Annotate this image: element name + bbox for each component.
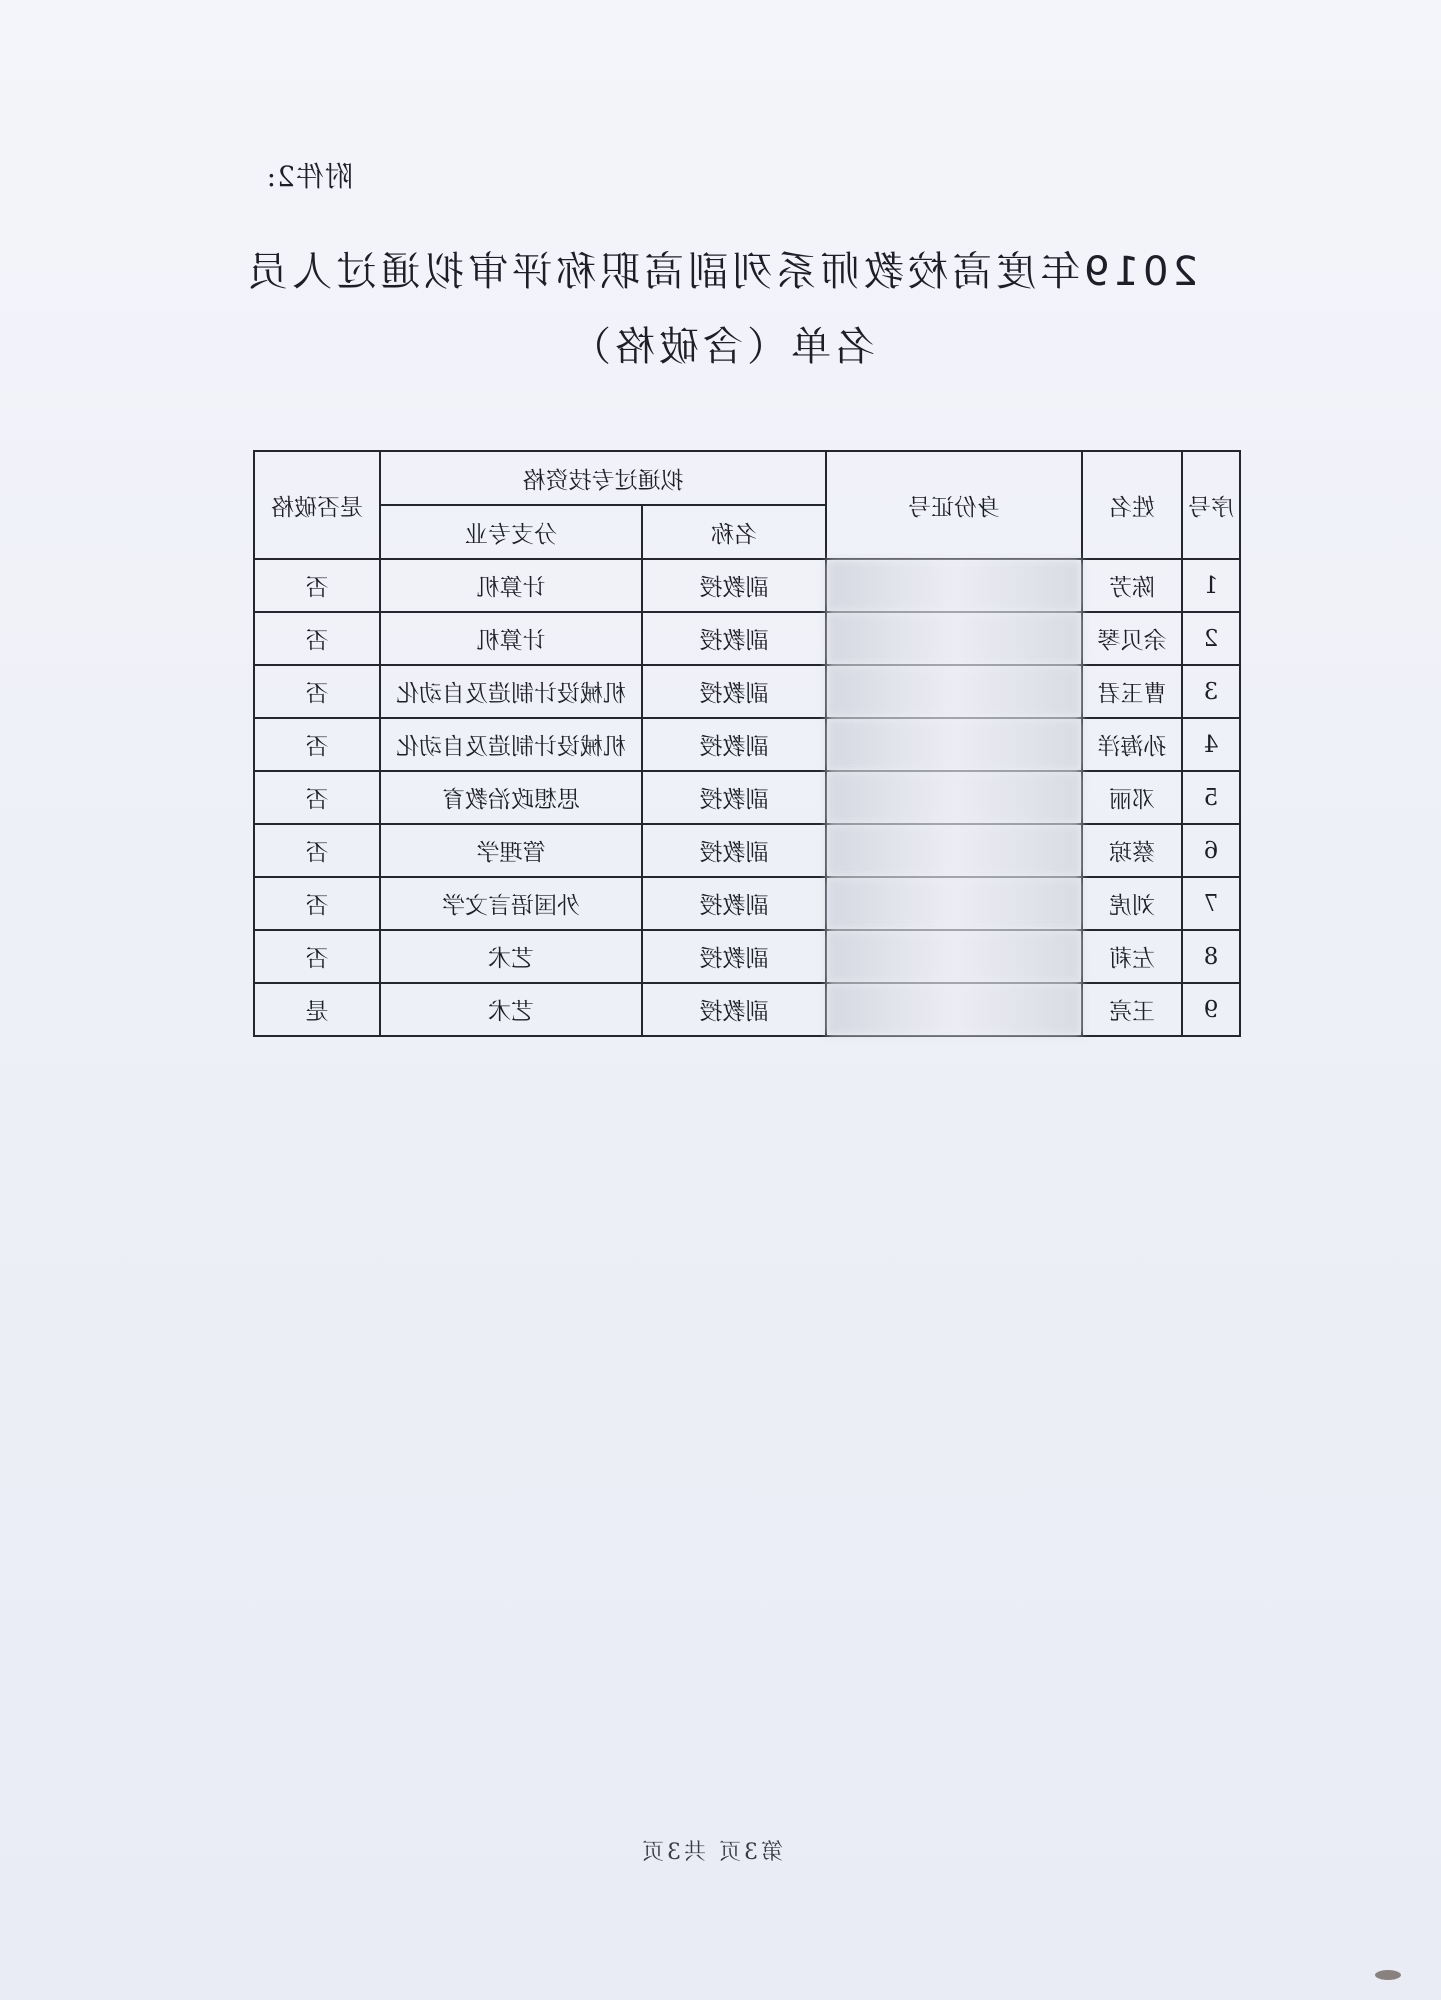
cell-id-number-redacted: [826, 771, 1082, 824]
cell-seq: 9: [1182, 983, 1240, 1036]
cell-name: 蔡琼: [1082, 824, 1182, 877]
cell-id-number-redacted: [826, 877, 1082, 930]
cell-specialty: 外国语言文学: [380, 877, 642, 930]
cell-specialty: 管理学: [380, 824, 642, 877]
cell-name: 余贝琴: [1082, 612, 1182, 665]
cell-id-number-redacted: [826, 559, 1082, 612]
cell-specialty: 艺术: [380, 930, 642, 983]
scan-stain: [1375, 1970, 1401, 1980]
cell-name: 王亮: [1082, 983, 1182, 1036]
cell-exceptional: 否: [254, 877, 380, 930]
cell-exceptional: 否: [254, 930, 380, 983]
cell-seq: 3: [1182, 665, 1240, 718]
candidate-table: [253, 450, 1241, 1037]
page-footer: 第3页 共3页: [639, 1840, 783, 1865]
page-subtitle: 名单（含破格）: [567, 324, 875, 370]
header-seq: 序号: [1182, 451, 1240, 559]
cell-seq: 2: [1182, 612, 1240, 665]
table-header: [254, 451, 1240, 559]
table-row: [254, 771, 1240, 824]
cell-specialty: 计算机: [380, 612, 642, 665]
table-row: [254, 665, 1240, 718]
table-row: [254, 559, 1240, 612]
cell-name: 刘虎: [1082, 877, 1182, 930]
cell-name: 左莉: [1082, 930, 1182, 983]
header-specialty: 分支专业: [380, 505, 642, 559]
table-row: [254, 718, 1240, 771]
cell-name: 陈芳: [1082, 559, 1182, 612]
cell-specialty: 计算机: [380, 559, 642, 612]
cell-specialty: 机械设计制造及自动化: [380, 665, 642, 718]
cell-title-name: 副教授: [642, 771, 826, 824]
cell-specialty: 艺术: [380, 983, 642, 1036]
cell-title-name: 副教授: [642, 718, 826, 771]
header-title-name: 名称: [642, 505, 826, 559]
cell-exceptional: 是: [254, 983, 380, 1036]
table-row: [254, 877, 1240, 930]
table-row: [254, 824, 1240, 877]
cell-name: 曹玉君: [1082, 665, 1182, 718]
cell-id-number-redacted: [826, 718, 1082, 771]
cell-specialty: 思想政治教育: [380, 771, 642, 824]
cell-title-name: 副教授: [642, 665, 826, 718]
header-id-number: 身份证号: [826, 451, 1082, 559]
cell-seq: 5: [1182, 771, 1240, 824]
cell-id-number-redacted: [826, 612, 1082, 665]
cell-title-name: 副教授: [642, 559, 826, 612]
header-qualification-group: 拟通过专技资格: [380, 451, 826, 505]
cell-id-number-redacted: [826, 983, 1082, 1036]
cell-name: 孙海洋: [1082, 718, 1182, 771]
cell-id-number-redacted: [826, 824, 1082, 877]
cell-exceptional: 否: [254, 612, 380, 665]
cell-id-number-redacted: [826, 930, 1082, 983]
table-body: [254, 559, 1240, 1036]
cell-title-name: 副教授: [642, 824, 826, 877]
cell-specialty: 机械设计制造及自动化: [380, 718, 642, 771]
page-title: 2019年度高校教师系列副高职称评审拟通过人员: [244, 249, 1198, 295]
cell-seq: 1: [1182, 559, 1240, 612]
cell-title-name: 副教授: [642, 983, 826, 1036]
cell-exceptional: 否: [254, 824, 380, 877]
cell-exceptional: 否: [254, 718, 380, 771]
cell-id-number-redacted: [826, 665, 1082, 718]
header-exceptional: 是否破格: [254, 451, 380, 559]
header-name: 姓名: [1082, 451, 1182, 559]
cell-seq: 7: [1182, 877, 1240, 930]
cell-exceptional: 否: [254, 665, 380, 718]
cell-title-name: 副教授: [642, 930, 826, 983]
cell-seq: 4: [1182, 718, 1240, 771]
cell-name: 邓丽: [1082, 771, 1182, 824]
table-row: [254, 930, 1240, 983]
table-row: [254, 983, 1240, 1036]
attachment-label: 附件2:: [265, 160, 353, 193]
cell-seq: 8: [1182, 930, 1240, 983]
cell-exceptional: 否: [254, 771, 380, 824]
cell-title-name: 副教授: [642, 612, 826, 665]
cell-seq: 6: [1182, 824, 1240, 877]
cell-exceptional: 否: [254, 559, 380, 612]
cell-title-name: 副教授: [642, 877, 826, 930]
table-row: [254, 612, 1240, 665]
